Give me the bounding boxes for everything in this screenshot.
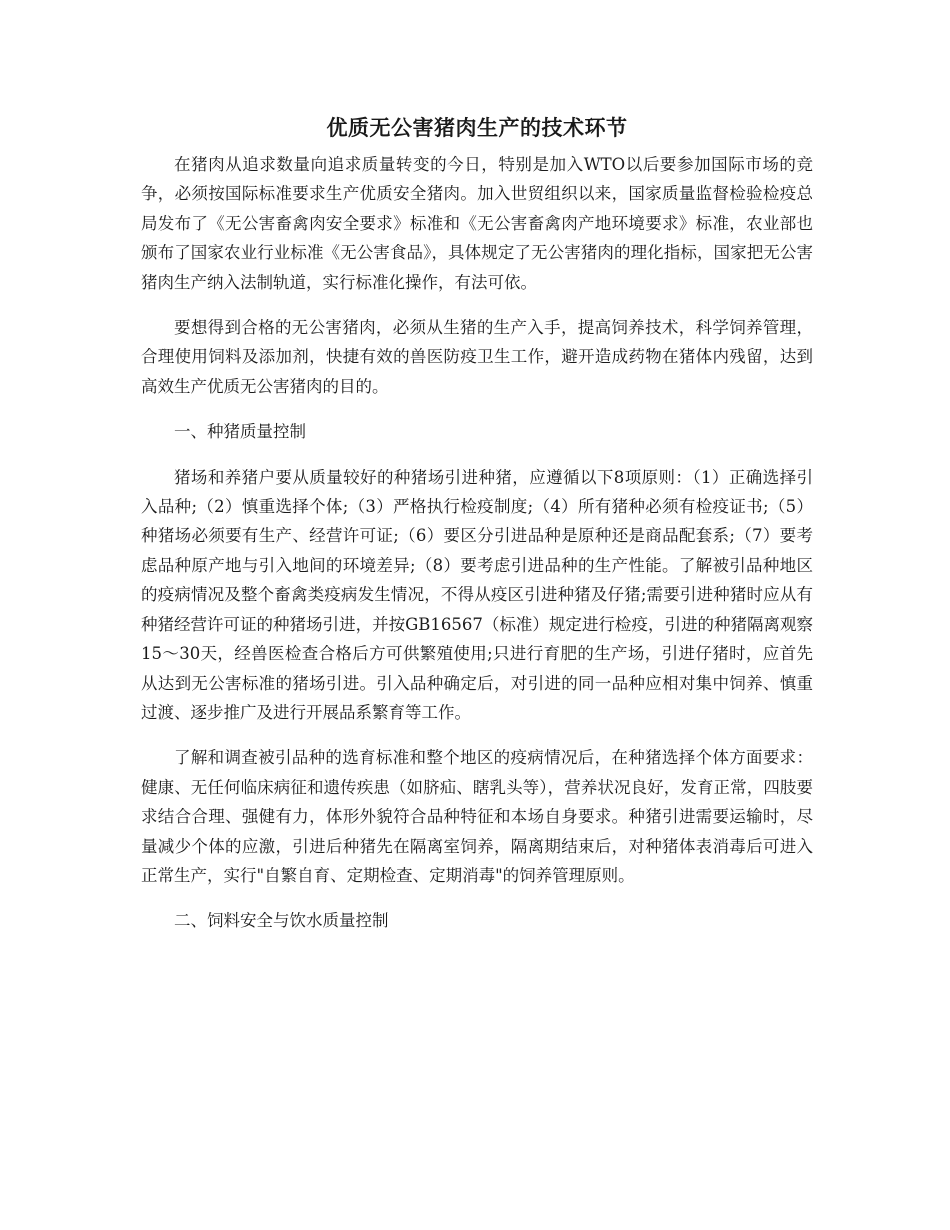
section-heading-feed-water-safety: 二、饲料安全与饮水质量控制: [174, 911, 389, 931]
intro-paragraph-2: 要想得到合格的无公害猪肉，必须从生猪的生产入手，提高饲养技术，科学饲养管理，合理使用饲料及添加剂，快捷有效的兽医防疫卫生工作，避开造成药物在猪体内残留，达到高效生产优质无公害猪肉的目的。: [141, 318, 813, 396]
document-body: [141, 112, 813, 952]
section-heading-breeding-pig-quality: 一、种猪质量控制: [174, 422, 306, 442]
section1-paragraph-1: 猪场和养猪户要从质量较好的种猪场引进种猪，应遵循以下8项原则：（1）正确选择引入品种;（2）慎重选择个体;（3）严格执行检疫制度;（4）所有猪种必须有检疫证书;（5）种猪场必须要有生产、经营许可证;（6）要区分引进品种是原种还是商品配套系;（7）要考虑品种原产地与引入地间的环境差异;（8）要考虑引进品种的生产性能。了解被引品种地区的疫病情况及整个畜禽类疫病发生情况，不得从疫区引进种猪及仔猪;需要引进种猪时应从有种猪经营许可证的种猪场引进，并按GB16567（标准）规定进行检疫，引进的种猪隔离观察15～30天，经兽医检查合格后方可供繁殖使用;只进行育肥的生产场，引进仔猪时，应首先从达到无公害标准的猪场引进。引入品种确定后，对引进的同一品种应相对集中饲养、慎重过渡、逐步推广及进行开展品系繁育等工作。: [141, 467, 813, 722]
intro-paragraph-1: 在猪肉从追求数量向追求质量转变的今日，特别是加入WTO以后要参加国际市场的竞争，必须按国际标准要求生产优质安全猪肉。加入世贸组织以来，国家质量监督检验检疫总局发布了《无公害畜禽肉安全要求》标准和《无公害畜禽肉产地环境要求》标准，农业部也颁布了国家农业行业标准《无公害食品》，具体规定了无公害猪肉的理化指标，国家把无公害猪肉生产纳入法制轨道，实行标准化操作，有法可依。: [141, 155, 813, 292]
document-title: 优质无公害猪肉生产的技术环节: [326, 115, 628, 140]
section1-paragraph-2: 了解和调查被引品种的选育标准和整个地区的疫病情况后，在种猪选择个体方面要求：健康、无任何临床病征和遗传疾患（如脐疝、瞎乳头等），营养状况良好，发育正常，四肢要求结合合理、强健有力，体形外貌符合品种特征和本场自身要求。种猪引进需要运输时，尽量减少个体的应激，引进后种猪先在隔离室饲养，隔离期结束后，对种猪体表消毒后可进入正常生产，实行"自繁自育、定期检查、定期消毒"的饲养管理原则。: [141, 748, 813, 885]
